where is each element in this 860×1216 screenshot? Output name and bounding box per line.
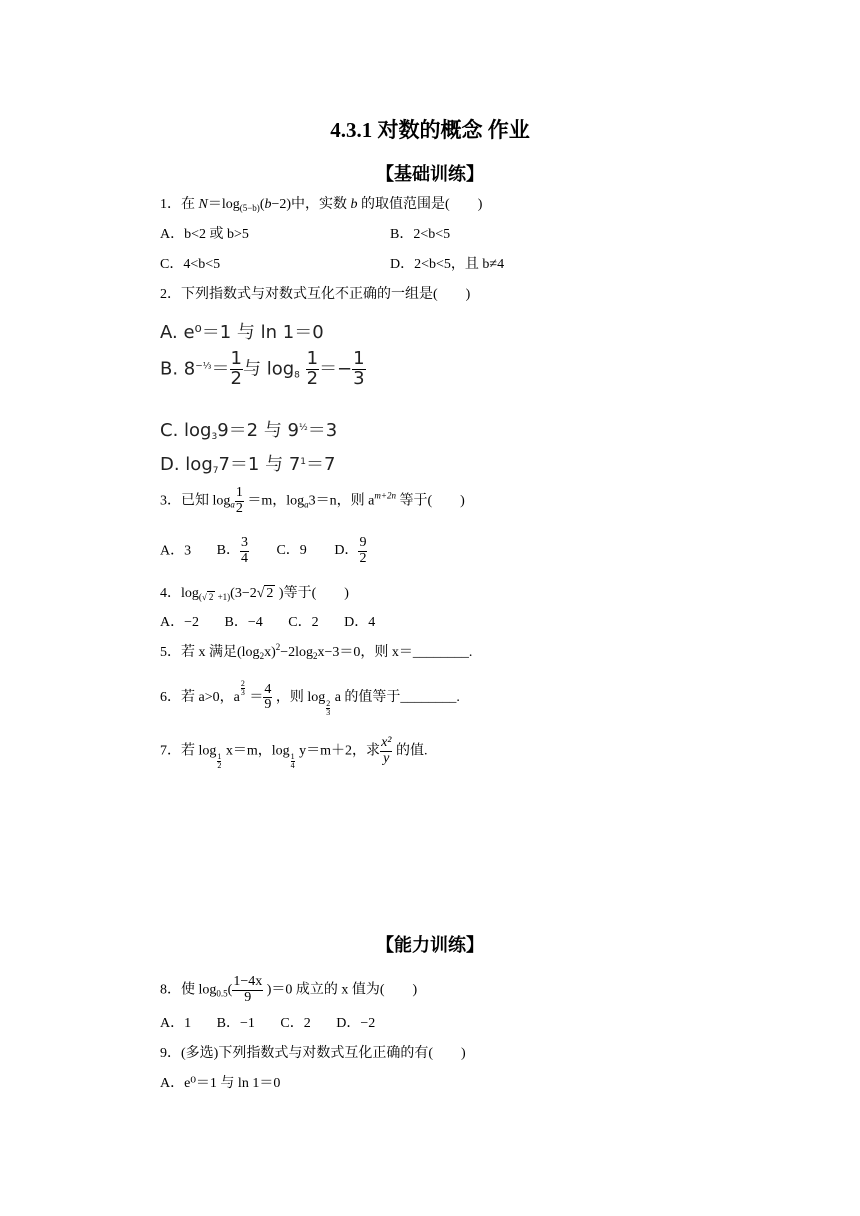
question-3-option-d[interactable]: D． $\frac{9}{2}$: [334, 535, 367, 566]
question-5-stem: 5．若 x 满足$(\log_2x)^2-2\log_2x-3=0$，则 x＝________.: [160, 642, 473, 661]
question-2-option-b[interactable]: B. $8^{-\frac{1}{3}}=$ $\frac{1}{2}$ 与 $\log_8$ $\frac{1}{2}$ ＝− $\frac{1}{3}$: [160, 348, 365, 389]
question-3-option-a[interactable]: A．3: [160, 543, 192, 559]
question-8-stem: 8．使 $\log_{0.5}$( $\frac{1-4x}{9}$ )＝0 成立的 x 值为( ): [160, 974, 418, 1005]
question-8-option-a[interactable]: A．1: [160, 1016, 192, 1031]
question-2-stem: 2．下列指数式与对数式互化不正确的一组是( ): [160, 287, 471, 302]
question-3-options: [160, 536, 367, 566]
question-8-option-d[interactable]: D．−2: [336, 1016, 376, 1031]
question-1-option-b[interactable]: B．2<b<5: [390, 227, 451, 242]
question-1-stem: 1．在 $N=\log_{(5-b)}(b-2)$中，实数 b 的取值范围是( ): [160, 197, 483, 213]
question-3-option-c[interactable]: C．9: [276, 543, 307, 559]
question-1-option-c[interactable]: C．4<b<5: [160, 257, 221, 272]
question-2-option-d[interactable]: D. $\log_77=1$ 与 $7^1=7$: [160, 454, 336, 476]
page-title: 4.3.1 对数的概念 作业: [330, 118, 530, 142]
question-4-options: [160, 614, 375, 632]
question-6-stem: 6．若 a>0，a $\frac{2}{3}$ ＝ $\frac{4}{9}$ ，则 log $\frac{2}{3}$ a 的值等于________.: [160, 679, 460, 717]
section-ability-heading: 【能力训练】: [376, 935, 484, 955]
question-8-option-c[interactable]: C．2: [280, 1016, 311, 1031]
question-4-option-d[interactable]: D．4: [344, 615, 376, 630]
question-4-stem: 4．$\log_{(√ 2 +1)}(3-2√$ 2 )等于( ): [160, 586, 349, 602]
question-7-stem: 7．若 log $\frac{1}{2}$ x＝m，log $\frac{1}{4}$ y＝m＋2，求 $\frac{\text{x²}}{y}$ 的值.: [160, 735, 428, 771]
question-1-option-d[interactable]: D．2<b<5，且 b≠4: [390, 257, 505, 272]
question-2-option-c[interactable]: C. $\log_39=2$ 与 $9^{\frac{1}{2}}=3$: [160, 420, 338, 442]
question-1-option-a[interactable]: A．b<2 或 b>5: [160, 227, 249, 242]
question-4-option-b[interactable]: B．−4: [224, 615, 263, 630]
question-9-stem: 9．(多选)下列指数式与对数式互化正确的有( ): [160, 1046, 466, 1061]
question-3-option-b[interactable]: B． $\frac{3}{4}$: [216, 535, 248, 566]
question-8-option-b[interactable]: B．−1: [216, 1016, 255, 1031]
question-9-option-a[interactable]: A．e⁰＝1 与 ln 1＝0: [160, 1076, 281, 1091]
question-4-option-c[interactable]: C．2: [288, 615, 319, 630]
section-basic-heading: 【基础训练】: [376, 164, 484, 184]
question-2-option-a[interactable]: A. e⁰＝1 与 ln 1＝0: [160, 322, 324, 343]
question-8-options: [160, 1015, 375, 1033]
question-3-stem: 3．已知 $\log_a$ $\frac{1}{2}$ ＝m，$\log_a3=n$，则 $a^{m+2n}$ 等于( ): [160, 485, 465, 516]
question-4-option-a[interactable]: A．−2: [160, 615, 200, 630]
